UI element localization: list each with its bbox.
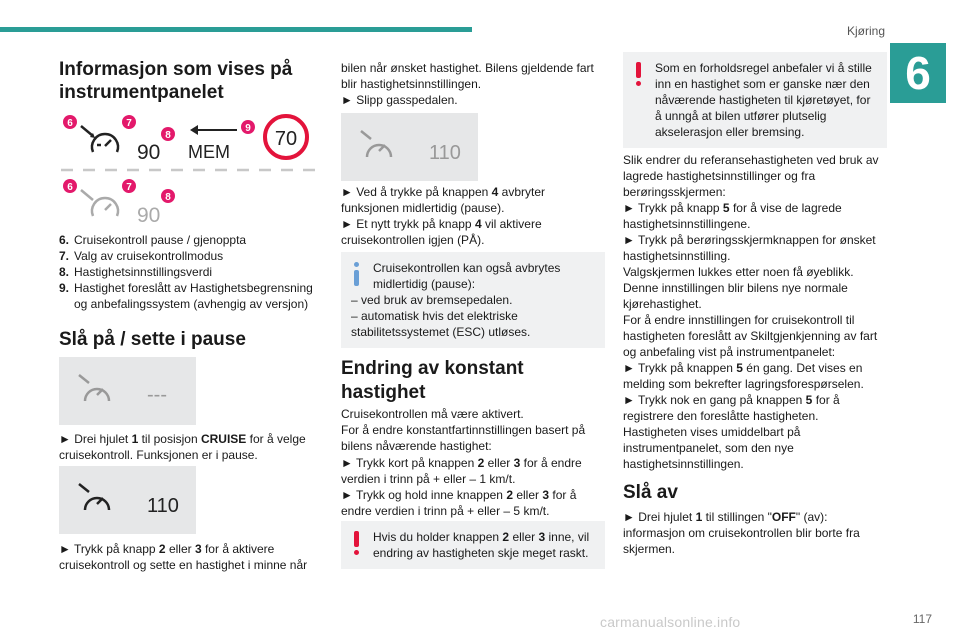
display-active-illustration xyxy=(59,466,196,534)
svg-text:8: 8 xyxy=(165,130,171,141)
badge-6-icon xyxy=(63,115,77,129)
para-screen-closes: Valgskjermen lukkes etter noen få øyeblikk. Denne innstillingen blir bilens nye normale kjørehastighet. xyxy=(623,265,854,311)
heading-change-speed: Endring av konstant hastighet xyxy=(341,358,524,403)
svg-text:7: 7 xyxy=(126,182,132,193)
step-short-press: ► Trykk kort på knappen 2 eller 3 for å endre verdien i trinn på + eller – 1 km/t. xyxy=(341,456,582,486)
legend-item: 7. Valg av cruisekontrollmodus xyxy=(59,249,224,263)
para-memory-intro: Slik endrer du referansehastigheten ved bruk av lagrede hastighetsinnstillinger og fra berøringsskjermen: xyxy=(623,153,879,199)
section-title: Informasjon som vises på instrumentpanelet xyxy=(59,59,293,103)
warning-note: Som en forholdsregel anbefaler vi å stille inn en hastighet som er ganske nær den nåværende hastigheten til kjøretøyet, for å unngå at bilen utfører plutselig akselerasjon eller bremsing. xyxy=(623,52,887,148)
svg-text:6: 6 xyxy=(67,118,73,129)
svg-text:70: 70 xyxy=(274,128,298,150)
step-touch-speed: ► Trykk på berøringsskjermknappen for ønsket hastighetsinnstilling. xyxy=(623,233,876,263)
svg-text:7: 7 xyxy=(126,118,132,129)
pause-arrow-icon xyxy=(81,126,93,136)
legend-item: 6. Cruisekontroll pause / gjenoppta xyxy=(59,233,247,247)
heading-turn-off: Slå av xyxy=(623,482,678,503)
paused-speed-value: 90 xyxy=(137,204,161,224)
step-show-memory: ► Trykk på knapp 5 for å vise de lagrede hastighetsinnstillingene. xyxy=(623,201,842,231)
speed-limit-sign-icon xyxy=(265,116,307,158)
display-paused-illustration xyxy=(59,357,196,425)
warning-note: Hvis du holder knappen 2 eller 3 inne, vil endring av hastigheten skje meget raskt. xyxy=(341,521,605,569)
info-icon xyxy=(354,262,361,286)
step-press-again: ► Trykk nok en gang på knappen 5 for å registrere den foreslåtte hastigheten. xyxy=(623,393,840,423)
step-release-pedal: ► Slipp gasspedalen. xyxy=(341,93,458,107)
badge-9-icon xyxy=(241,120,255,134)
watermark: carmanualsonline.info xyxy=(600,614,741,630)
speedometer-paused-icon xyxy=(92,198,118,216)
step-pause: ► Ved å trykke på knappen 4 avbryter funksjonen midlertidig (pause). xyxy=(341,185,546,215)
set-speed-value: 90 xyxy=(137,141,161,164)
mem-label: MEM xyxy=(188,142,230,162)
info-note: Cruisekontrollen kan også avbrytes midlertidig (pause): – ved bruk av bremsepedalen. – automatisk hvis det elektriske stabilitetssystemet (ESC) utløses. xyxy=(341,252,605,348)
para-speed-shown: Hastigheten vises umiddelbart på instrumentpanelet, som den nye hastighetsinnstillingen. xyxy=(623,425,801,471)
section-name: Kjøring xyxy=(846,24,885,38)
badge-8-lower-icon xyxy=(161,189,175,203)
step-select-cruise: ► Drei hjulet 1 til posisjon CRUISE for å velge cruisekontroll. Funksjonen er i pause. xyxy=(59,432,306,462)
badge-7-icon xyxy=(122,115,136,129)
header-accent-bar xyxy=(0,27,472,32)
chapter-number: 6 xyxy=(890,43,946,103)
badge-6-lower-icon xyxy=(63,179,77,193)
svg-text:9: 9 xyxy=(245,123,251,134)
svg-text:110: 110 xyxy=(429,142,461,164)
step-turn-off: ► Drei hjulet 1 til stillingen "OFF" (av): informasjon om cruisekontrollen blir borte fra skjermen. xyxy=(623,510,860,556)
step-press-once: ► Trykk på knappen 5 én gang. Det vises en melding som bekrefter lagringsforespørselen. xyxy=(623,361,864,391)
para-change-intro: For å endre konstantfartinnstillingen basert på bilens nåværende hastighet: xyxy=(341,423,586,453)
para-sign-recognition: For å endre innstillingen for cruisekontroll til hastigheten foreslått av Skiltgjenkjenning av fart og anbefaling vist på instrumentpanelet: xyxy=(623,313,878,359)
step-activate: ► Trykk på knapp 2 eller 3 for å aktivere cruisekontroll og sette en hastighet i minne når xyxy=(59,542,308,572)
legend-item: 9. Hastighet foreslått av Hastighetsbegrensning og anbefalingssystem (avhengig av versjon) xyxy=(59,281,313,311)
page-number: 117 xyxy=(912,612,932,626)
para-requirement: Cruisekontrollen må være aktivert. xyxy=(341,407,524,421)
badge-7-lower-icon xyxy=(122,179,136,193)
speedometer-icon xyxy=(92,134,118,152)
svg-text:8: 8 xyxy=(165,192,171,203)
display-set-illustration xyxy=(341,113,478,181)
badge-8-icon xyxy=(161,127,175,141)
step-resume: ► Et nytt trykk på knapp 4 vil aktivere cruisekontrollen igjen (PÅ). xyxy=(341,217,542,247)
warning-icon xyxy=(354,531,361,555)
instrument-panel-diagram xyxy=(59,112,321,224)
heading-turn-on-pause: Slå på / sette i pause xyxy=(59,329,246,350)
legend-list xyxy=(59,232,321,312)
svg-text:110: 110 xyxy=(147,495,179,517)
warning-icon xyxy=(636,62,643,86)
svg-text:6: 6 xyxy=(67,182,73,193)
intro-text: bilen når ønsket hastighet. Bilens gjeldende fart blir hastighetsinnstillingen. xyxy=(341,61,594,91)
svg-text:---: --- xyxy=(147,384,167,406)
legend-item: 8. Hastighetsinnstillingsverdi xyxy=(59,265,213,279)
step-long-press: ► Trykk og hold inne knappen 2 eller 3 for å endre verdien i trinn på + eller – 5 km/t. xyxy=(341,488,577,518)
